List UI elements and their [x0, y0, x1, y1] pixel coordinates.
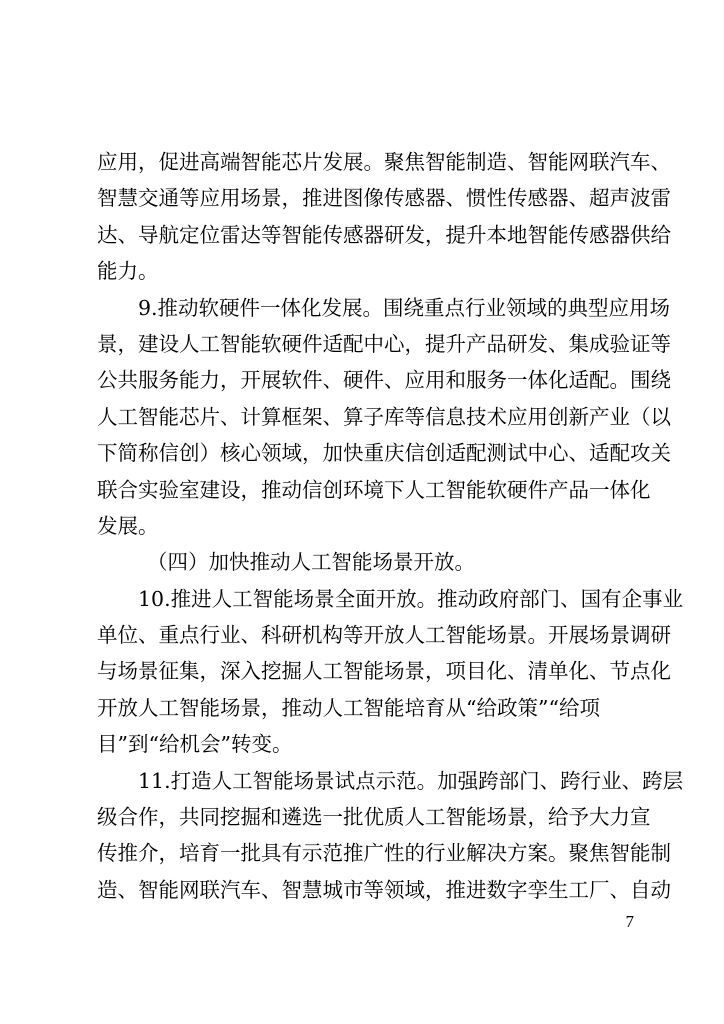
text-line: 与场景征集，深入挖掘人工智能场景，项目化、清单化、节点化 — [97, 659, 671, 684]
text-line: 传推介，培育一批具有示范推广性的行业解决方案。聚焦智能制 — [97, 841, 671, 866]
text-line: 单位、重点行业、科研机构等开放人工智能场景。开展场景调研 — [97, 623, 671, 648]
text-line: 下简称信创）核心领域，加快重庆信创适配测试中心、适配攻关 — [97, 441, 671, 466]
text-line: 级合作，共同挖掘和遴选一批优质人工智能场景，给予大力宣 — [97, 805, 651, 830]
text-line: 应用，促进高端智能芯片发展。聚焦智能制造、智能网联汽车、 — [97, 150, 671, 174]
text-line: 联合实验室建设，推动信创环境下人工智能软硬件产品一体化 — [97, 477, 651, 502]
text-line: 开放人工智能场景，推动人工智能培育从“给政策”“给项 — [97, 695, 600, 720]
text-line: 智慧交通等应用场景，推进图像传感器、惯性传感器、超声波雷 — [97, 186, 671, 211]
paragraph-10-start: 10.推进人工智能场景全面开放。推动政府部门、国有企事业 — [138, 586, 684, 611]
text-line: 人工智能芯片、计算框架、算子库等信息技术应用创新产业（以 — [97, 404, 671, 429]
section-heading: （四）加快推动人工智能场景开放。 — [147, 550, 475, 575]
paragraph-9-start: 9.推动软硬件一体化发展。围绕重点行业领域的典型应用场 — [138, 295, 671, 320]
text-line: 景，建设人工智能软硬件适配中心，提升产品研发、集成验证等 — [97, 331, 671, 356]
page-number: 7 — [625, 912, 634, 931]
text-line: 能力。 — [97, 259, 159, 284]
document-body — [97, 144, 684, 908]
paragraph-11-start: 11.打造人工智能场景试点示范。加强跨部门、跨行业、跨层 — [138, 768, 684, 793]
text-line: 发展。 — [97, 513, 159, 538]
text-line: 达、导航定位雷达等智能传感器研发，提升本地智能传感器供给 — [97, 222, 671, 247]
text-line: 目”到“给机会”转变。 — [97, 732, 293, 757]
text-line: 造、智能网联汽车、智慧城市等领域，推进数字孪生工厂、自动 — [97, 877, 671, 902]
text-line: 公共服务能力，开展软件、硬件、应用和服务一体化适配。围绕 — [97, 368, 671, 393]
